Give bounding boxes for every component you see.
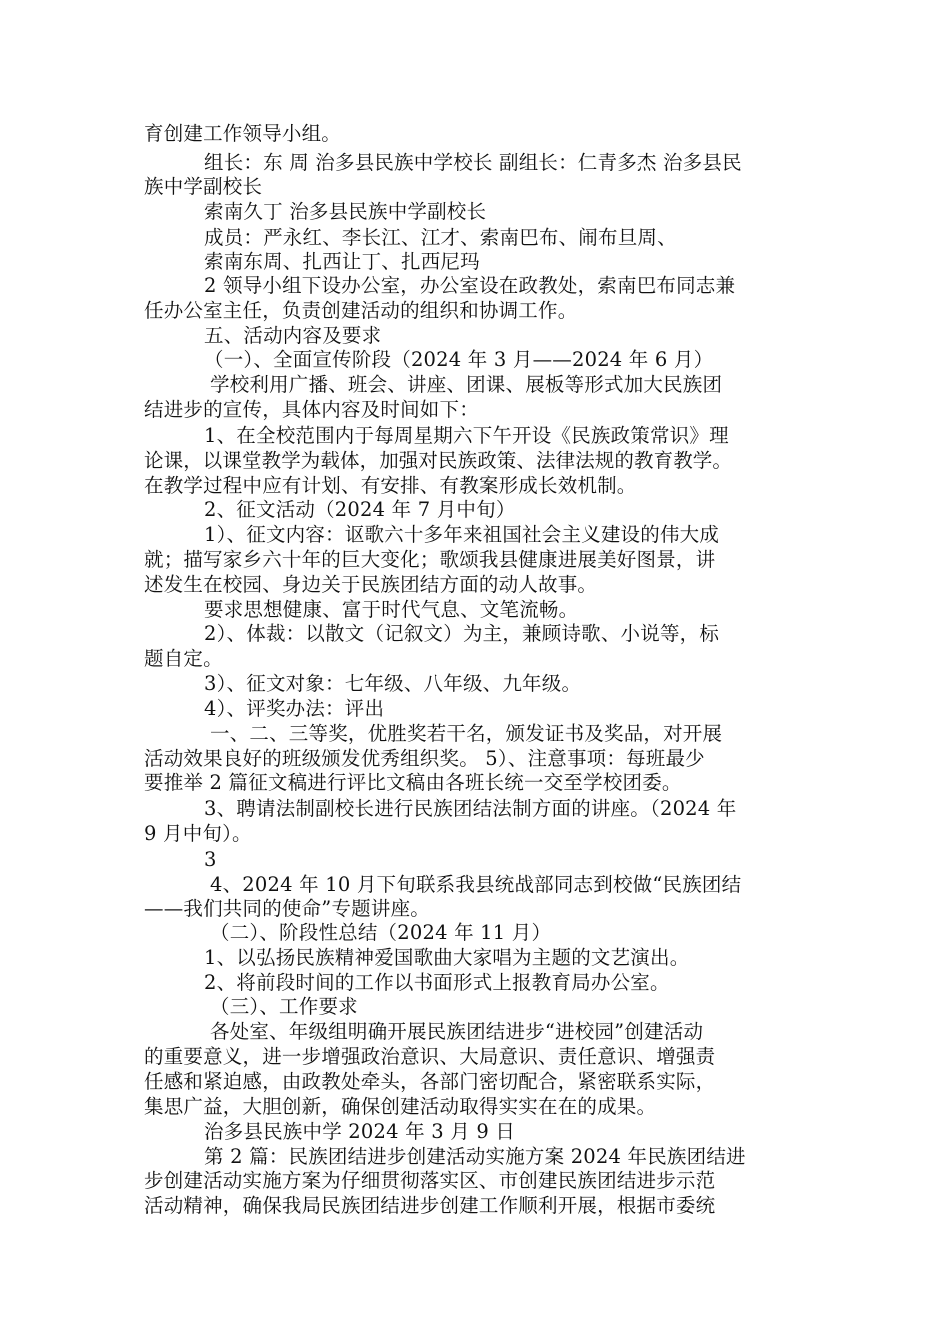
section-heading: 五、活动内容及要求 (204, 324, 382, 347)
text-line: 论课，以课堂教学为载体，加强对民族政策、法律法规的教育教学。 (144, 449, 733, 472)
text-line: 各处室、年级组明确开展民族团结进步“进校园”创建活动 (210, 1020, 704, 1043)
text-line: 任办公室主任，负责创建活动的组织和协调工作。 (144, 299, 578, 322)
signature-line: 治多县民族中学 2024 年 3 月 9 日 (204, 1120, 516, 1143)
text-line: 第 2 篇：民族团结进步创建活动实施方案 2024 年民族团结进 (204, 1145, 746, 1168)
text-line: 1、以弘扬民族精神爱国歌曲大家唱为主题的文艺演出。 (204, 946, 690, 969)
text-line: 要求思想健康、富于时代气息、文笔流畅。 (204, 598, 579, 621)
text-line: 的重要意义，进一步增强政治意识、大局意识、责任意识、增强责 (144, 1045, 716, 1068)
text-line: 活动精神，确保我局民族团结进步创建工作顺利开展，根据市委统 (144, 1194, 716, 1217)
text-line: 3、聘请法制副校长进行民族团结法制方面的讲座。（2024 年 (204, 797, 737, 820)
subsection-heading: （三）、工作要求 (210, 995, 358, 1018)
text-line: 族中学副校长 (144, 175, 263, 198)
text-line: 任感和紧迫感，由政教处牵头，各部门密切配合，紧密联系实际， (144, 1070, 716, 1093)
text-line: 步创建活动实施方案为仔细贯彻落实区、市创建民族团结进步示范 (144, 1169, 716, 1192)
text-line: 索南久丁 治多县民族中学副校长 (204, 200, 487, 223)
text-line: 学校利用广播、班会、讲座、团课、展板等形式加大民族团 (210, 373, 723, 396)
text-line: 2）、体裁：以散文（记叙文）为主，兼顾诗歌、小说等，标 (204, 622, 720, 645)
text-line: 一、二、三等奖，优胜奖若干名，颁发证书及奖品，对开展 (210, 722, 723, 745)
text-line: 组长：东 周 治多县民族中学校长 副组长：仁青多杰 治多县民 (204, 151, 742, 174)
text-line: ——我们共同的使命”专题讲座。 (144, 897, 430, 920)
text-line: 要推举 2 篇征文稿进行评比文稿由各班长统一交至学校团委。 (144, 771, 682, 794)
text-line: 在教学过程中应有计划、有安排、有教案形成长效机制。 (144, 474, 637, 497)
text-line: 就；描写家乡六十年的巨大变化；歌颂我县健康进展美好图景，讲 (144, 548, 716, 571)
text-line: 9 月中旬）。 (144, 822, 252, 845)
text-line: 4、2024 年 10 月下旬联系我县统战部同志到校做“民族团结 (210, 873, 742, 896)
subsection-heading: （一）、全面宣传阶段（2024 年 3 月——2024 年 6 月） (204, 348, 714, 371)
text-line: 成员：严永红、李长江、江才、索南巴布、闹布旦周、 (204, 226, 677, 249)
text-line: 2 领导小组下设办公室，办公室设在政教处，索南巴布同志兼 (204, 274, 736, 297)
text-line: 集思广益，大胆创新，确保创建活动取得实实在在的成果。 (144, 1095, 657, 1118)
text-line: 结进步的宣传，具体内容及时间如下： (144, 398, 479, 421)
text-line: 述发生在校园、身边关于民族团结方面的动人故事。 (144, 573, 598, 596)
text-line: 4）、评奖办法：评出 (204, 697, 385, 720)
text-line: 3）、征文对象：七年级、八年级、九年级。 (204, 672, 582, 695)
text-line: 1）、征文内容：讴歌六十多年来祖国社会主义建设的伟大成 (204, 523, 720, 546)
text-line: 2、征文活动（2024 年 7 月中旬） (204, 498, 516, 521)
subsection-heading: （二）、阶段性总结（2024 年 11 月） (210, 921, 552, 944)
text-line: 索南东周、扎西让丁、扎西尼玛 (204, 250, 480, 273)
page-number: 3 (204, 848, 217, 871)
text-line: 活动效果良好的班级颁发优秀组织奖。 5）、注意事项：每班最少 (144, 747, 705, 770)
text-line: 题自定。 (144, 647, 223, 670)
text-line: 1、在全校范围内于每周星期六下午开设《民族政策常识》理 (204, 424, 729, 447)
text-line: 育创建工作领导小组。 (144, 122, 342, 145)
text-line: 2、将前段时间的工作以书面形式上报教育局办公室。 (204, 971, 670, 994)
